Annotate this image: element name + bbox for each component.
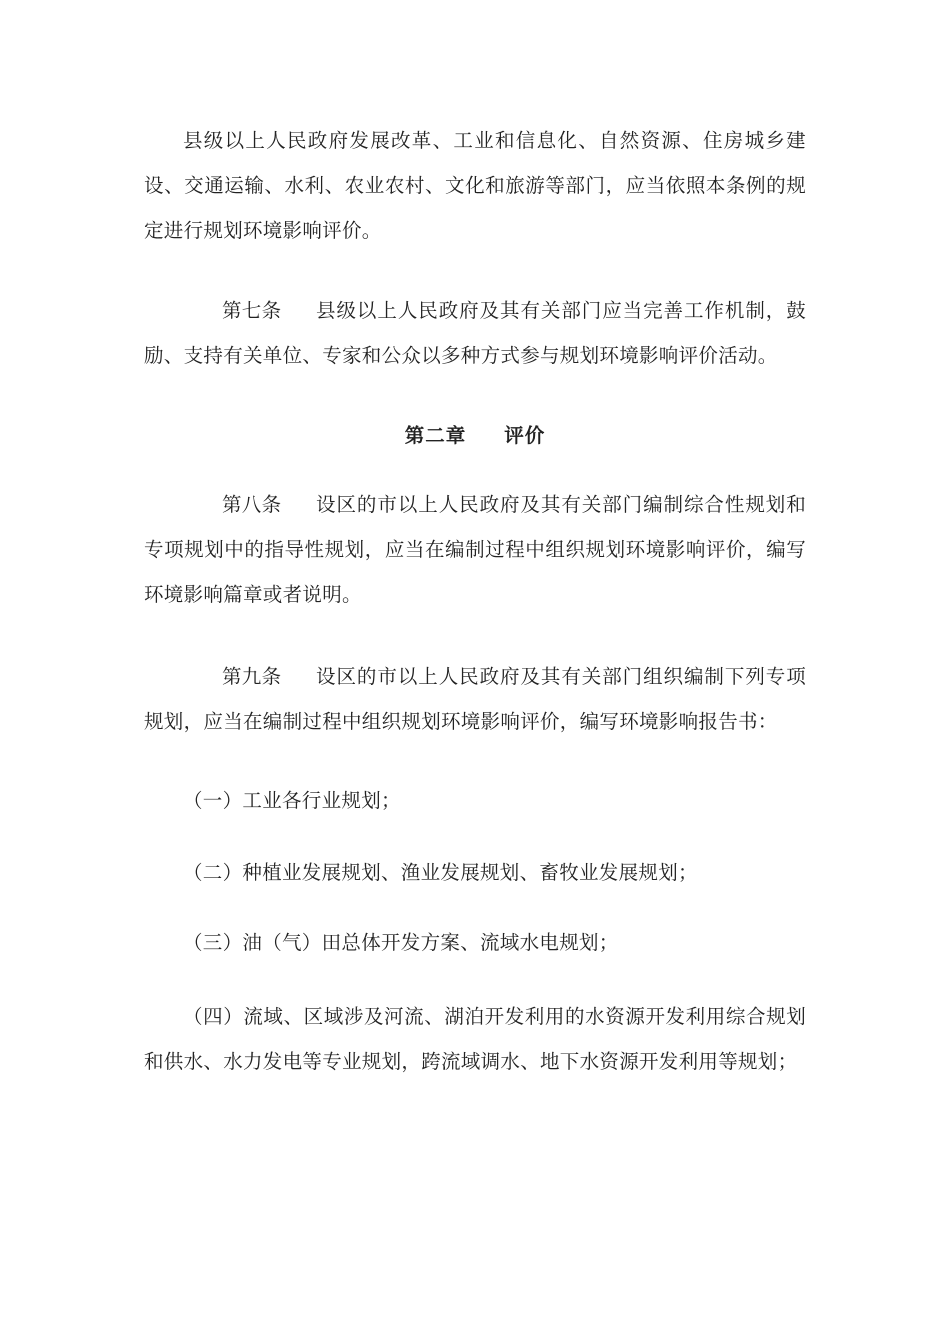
list-item-text: （四）流域、区域涉及河流、湖泊开发利用的水资源开发利用综合规划和供水、水力发电等专业规划，跨流域调水、地下水资源开发利用等规划； xyxy=(144,1005,806,1073)
list-item-2 xyxy=(144,850,806,895)
article-8-text: 设区的市以上人民政府及其有关部门编制综合性规划和专项规划中的指导性规划，应当在编制过程中组织规划环境影响评价，编写环境影响篇章或者说明。 xyxy=(144,493,806,606)
article-9-label: 第九条 xyxy=(222,665,282,688)
article-8-label: 第八条 xyxy=(222,493,282,516)
article-9-text: 设区的市以上人民政府及其有关部门组织编制下列专项规划，应当在编制过程中组织规划环境影响评价，编写环境影响报告书： xyxy=(144,665,806,733)
chapter-title: 评价 xyxy=(504,424,546,447)
list-item-text: （一）工业各行业规划； xyxy=(183,789,401,812)
paragraph-county-departments xyxy=(144,118,806,253)
list-item-text: （二）种植业发展规划、渔业发展规划、畜牧业发展规划； xyxy=(183,861,698,884)
article-9 xyxy=(144,654,806,744)
chapter-heading xyxy=(144,416,806,456)
list-item-3 xyxy=(144,920,806,965)
paragraph-text: 县级以上人民政府发展改革、工业和信息化、自然资源、住房城乡建设、交通运输、水利、农业农村、文化和旅游等部门，应当依照本条例的规定进行规划环境影响评价。 xyxy=(144,129,806,242)
list-item-text: （三）油（气）田总体开发方案、流域水电规划； xyxy=(183,931,619,954)
article-7-label: 第七条 xyxy=(222,299,282,322)
chapter-label: 第二章 xyxy=(404,424,467,447)
article-8 xyxy=(144,482,806,617)
list-item-1 xyxy=(144,778,806,823)
article-7 xyxy=(144,288,806,378)
article-7-text: 县级以上人民政府及其有关部门应当完善工作机制，鼓励、支持有关单位、专家和公众以多种方式参与规划环境影响评价活动。 xyxy=(144,299,806,367)
list-item-4 xyxy=(144,994,806,1084)
